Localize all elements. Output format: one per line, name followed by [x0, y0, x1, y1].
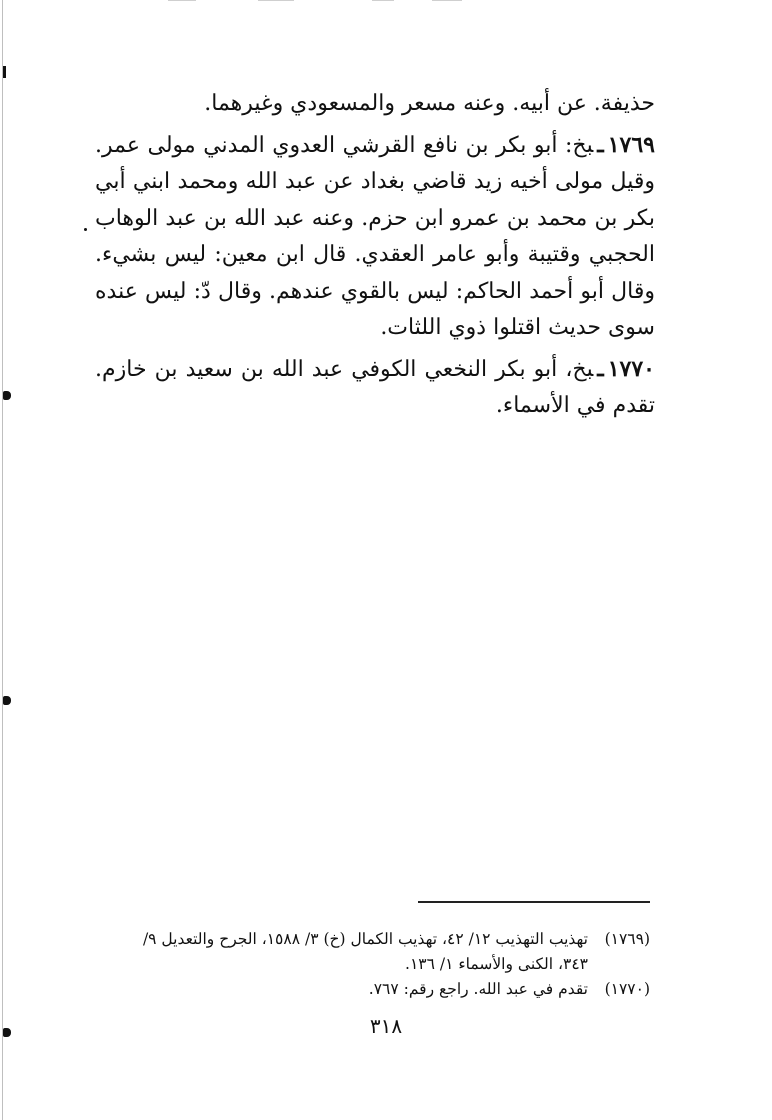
scan-edge-line: [2, 0, 3, 1120]
footnote-ref: (١٧٦٩): [604, 930, 650, 948]
footnote-ref: (١٧٧٠): [604, 980, 650, 998]
footnote-text: ٣٤٣، الكنى والأسماء ١/ ١٣٦.: [405, 955, 588, 973]
binding-mark: [3, 696, 11, 705]
entry-number: ١٧٦٩: [607, 131, 655, 158]
scan-top-mark: [432, 0, 462, 1]
stray-dot: [84, 228, 87, 231]
footnotes: [90, 927, 650, 1002]
footnote-1769: [90, 927, 650, 952]
scan-top-mark: [372, 0, 394, 1]
scan-top-mark: [258, 0, 294, 1]
entry-dash: ـ: [597, 131, 604, 158]
entry-1769: [95, 127, 655, 347]
footnote-text: تقدم في عبد الله. راجع رقم: ٧٦٧.: [368, 980, 588, 998]
main-text: [95, 86, 655, 425]
binding-mark: [3, 66, 6, 78]
page-number: ٣١٨: [369, 1014, 403, 1038]
footnote-1769-continued: [90, 952, 650, 977]
footnote-text: تهذيب التهذيب ١٢/ ٤٢، تهذيب الكمال (خ) ٣/ ١٥٨٨، الجرح والتعديل ٩/: [142, 930, 588, 948]
entry-dash: ـ: [597, 355, 604, 382]
intro-paragraph: حذيفة. عن أبيه. وعنه مسعر والمسعودي وغيرهما.: [204, 91, 655, 116]
footnote-1770: [90, 977, 650, 1002]
entry-text: بخ: أبو بكر بن نافع القرشي العدوي المدني مولى عمر. وقيل مولى أخيه زيد قاضي بغداد عن عبد الله ومحمد ابني أبي بكر بن محمد بن عمرو ابن حزم. وعنه عبد الله بن عبد الوهاب الحجبي وقتيبة وأبو عامر العقدي. قال ابن معين: ليس بشيء. وقال أبو أحمد الحاكم: ليس بالقوي عندهم. وقال دّ: ليس عنده سوى حديث اقتلوا ذوي اللثات.: [95, 132, 655, 340]
entry-number: ١٧٧٠: [607, 355, 655, 382]
scan-top-mark: [168, 0, 196, 1]
binding-mark: [3, 391, 11, 400]
entry-text: بخ، أبو بكر النخعي الكوفي عبد الله بن سعيد بن خازم. تقدم في الأسماء.: [95, 356, 655, 418]
entry-1770: [95, 351, 655, 425]
footnote-divider: [418, 901, 650, 903]
